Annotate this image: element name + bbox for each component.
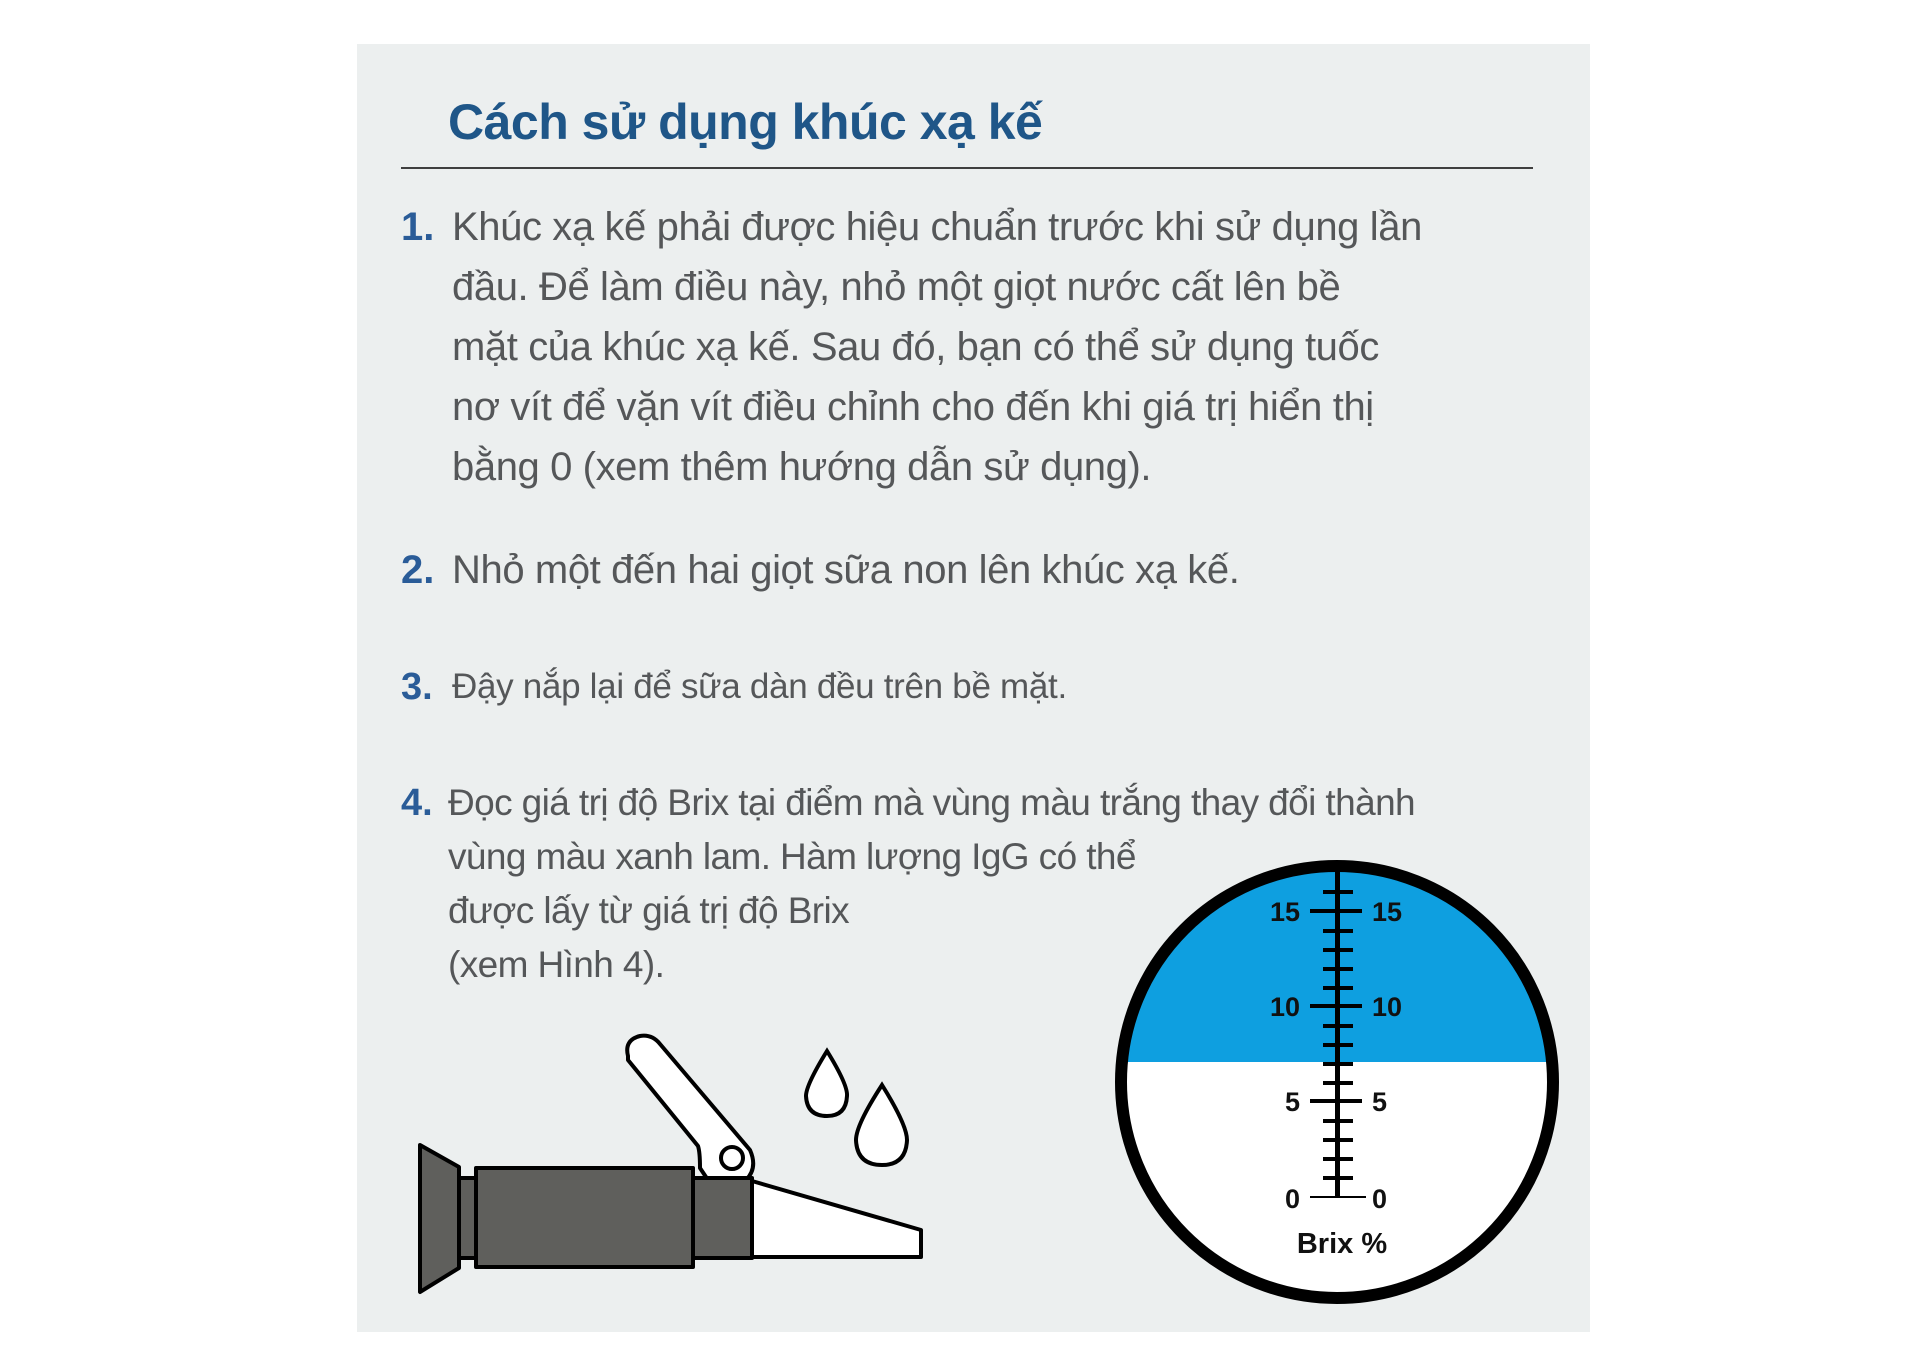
step-line: Đọc giá trị độ Brix tại điểm mà vùng màu trắng thay đổi thành [448, 782, 1416, 823]
step-number: 3. [401, 666, 433, 708]
step-line: đầu. Để làm điều này, nhỏ một giọt nước cất lên bề [452, 265, 1341, 309]
tick-label-15-right: 15 [1372, 897, 1403, 927]
step-line: bằng 0 (xem thêm hướng dẫn sử dụng). [452, 445, 1152, 489]
step-number: 2. [401, 548, 435, 592]
step-line: được lấy từ giá trị độ Brix [448, 890, 850, 931]
tick-label-10-right: 10 [1372, 992, 1403, 1022]
brix-unit-label: Brix % [1296, 1228, 1388, 1260]
tick-label-15-left: 15 [1269, 897, 1300, 927]
step-line: vùng màu xanh lam. Hàm lượng IgG có thể [448, 836, 1136, 877]
tick-label-10-left: 10 [1269, 992, 1300, 1022]
tick-label-5-right: 5 [1372, 1087, 1388, 1117]
step-number: 1. [401, 205, 435, 249]
step-line: (xem Hình 4). [448, 944, 665, 985]
step-line: Nhỏ một đến hai giọt sữa non lên khúc xạ kế. [452, 548, 1240, 592]
step-line: Đậy nắp lại để sữa dàn đều trên bề mặt. [452, 667, 1067, 706]
step-line: mặt của khúc xạ kế. Sau đó, bạn có thể sử dụng tuốc [452, 325, 1379, 369]
tick-label-0-left: 0 [1284, 1184, 1300, 1214]
tick-label-5-left: 5 [1284, 1087, 1300, 1117]
step-number: 4. [401, 782, 433, 824]
page-title: Cách sử dụng khúc xạ kế [448, 94, 1043, 150]
step-line: Khúc xạ kế phải được hiệu chuẩn trước khi sử dụng lần [452, 205, 1422, 249]
scale-axis [1335, 866, 1340, 1198]
step-line: nơ vít để vặn vít điều chỉnh cho đến khi giá trị hiển thị [452, 385, 1374, 429]
tick-label-0-right: 0 [1372, 1184, 1388, 1214]
